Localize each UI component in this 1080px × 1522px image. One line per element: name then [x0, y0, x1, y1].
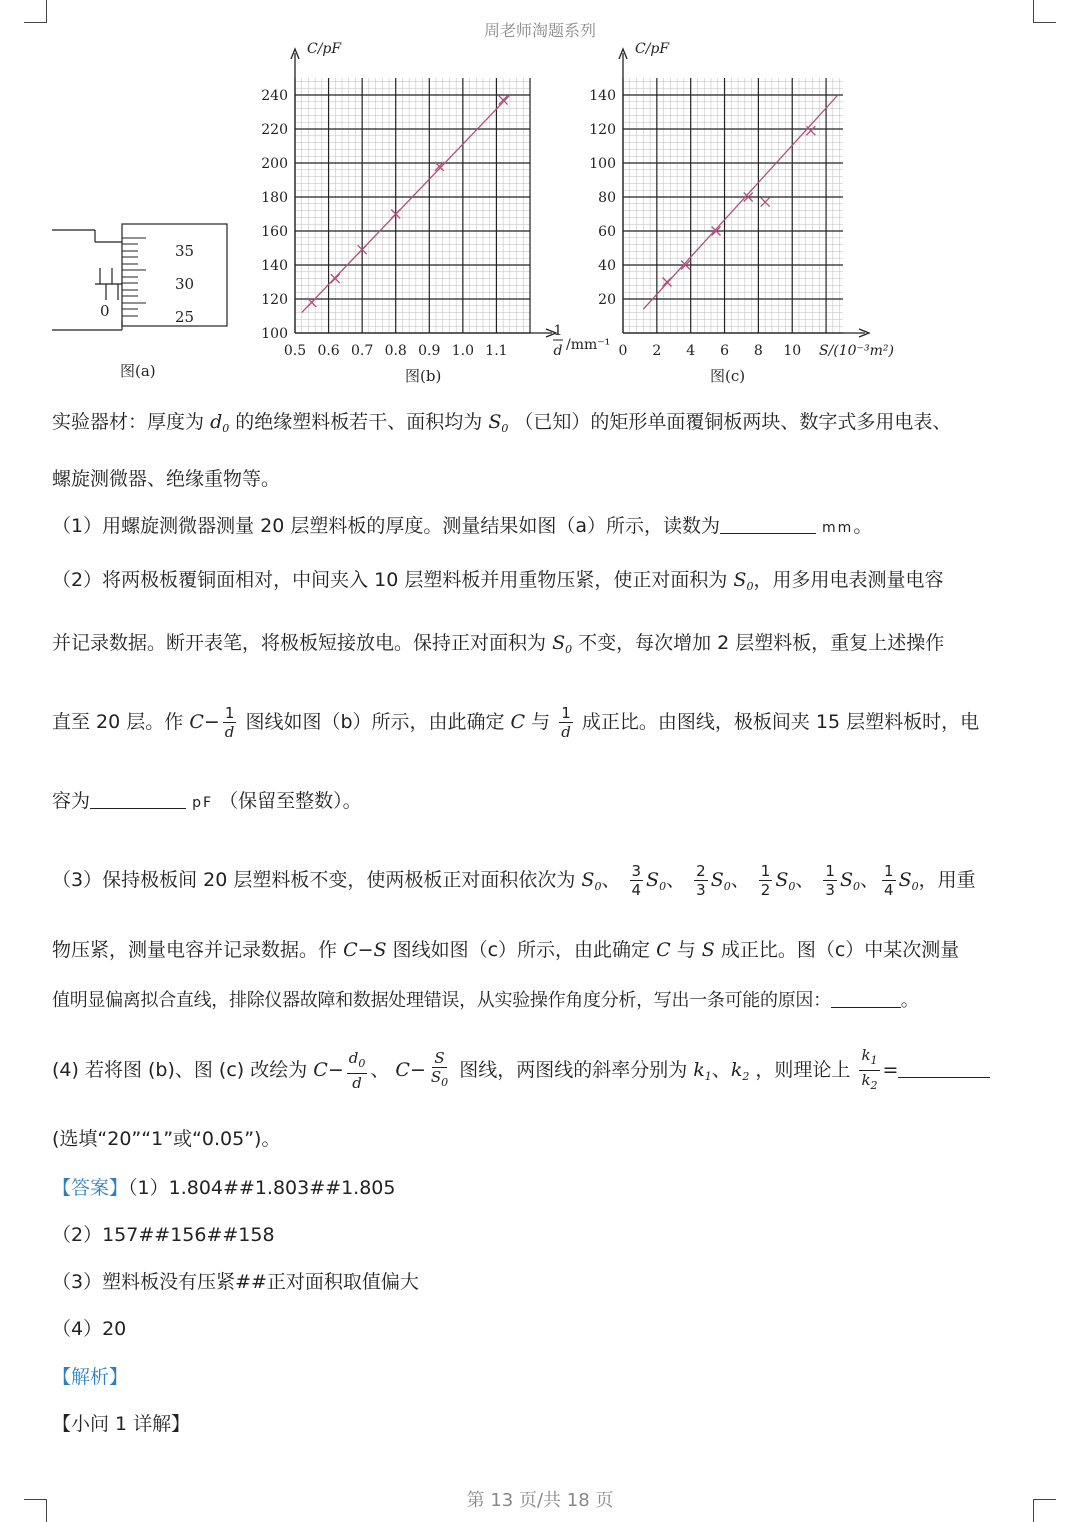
answer-label: 【答案】: [52, 1177, 129, 1199]
materials-text-2: 的绝缘塑料板若干、面积均为: [235, 411, 483, 433]
answer-line-2: （2）157##156##158: [52, 1224, 275, 1246]
answer-blank-4[interactable]: [898, 1059, 990, 1078]
answer-blank-3[interactable]: [831, 989, 901, 1008]
thimble-label-35: 35: [175, 242, 195, 260]
x-tick-label: 1.0: [451, 343, 474, 359]
x-tick-label: 0.6: [317, 343, 340, 359]
fit-line: [643, 95, 838, 309]
answer-blank-2[interactable]: [90, 790, 186, 809]
figure-b-caption: 图(b): [405, 367, 442, 385]
y-tick-label: 80: [598, 190, 616, 206]
question-2-line-3: 直至 20 层。作 C− $\frac{1}{d}$ 图线如图（b）所示，由此确定 C 与 $\frac{1}{d}$ 成正比。由图线，极板间夹 15 层塑料板时，电: [52, 704, 980, 741]
analysis-label: 【解析】: [52, 1366, 129, 1388]
x-tick-label: 4: [686, 343, 696, 359]
grid-major: [295, 78, 530, 333]
question-2-line-4: 容为 pF （保留至整数）。: [52, 790, 362, 812]
figure-a-micrometer: [50, 218, 235, 348]
figure-b-chart: [255, 40, 611, 370]
question-3-line-2: 物压紧，测量电容并记录数据。作 C−S 图线如图（c）所示，由此确定 C 与 S 成正比。图（c）中某次测量: [52, 939, 960, 961]
y-tick-label: 240: [261, 88, 288, 104]
var-S0: $S_0$: [488, 411, 509, 435]
y-axis-label: C/pF: [307, 41, 342, 57]
y-tick-label: 220: [261, 122, 288, 138]
micrometer-zero-label: 0: [100, 302, 110, 320]
x-tick-label: 1.1: [485, 343, 508, 359]
y-tick-label: 120: [261, 292, 288, 308]
data-point: [806, 126, 815, 135]
x-tick-label: 6: [720, 343, 729, 359]
question-2-line-1: （2）将两极板覆铜面相对，中间夹入 10 层塑料板并用重物压紧，使正对面积为 $S_0$，用多用电表测量电容: [52, 569, 944, 593]
x-tick-label: 0.5: [283, 343, 307, 359]
y-tick-label: 200: [261, 156, 288, 172]
question-3-line-3: 值明显偏离拟合直线，排除仪器故障和数据处理错误，从实验操作角度分析，写出一条可能的原因： 。: [52, 990, 919, 1011]
x-axis-label-numerator: 1: [553, 323, 563, 339]
y-tick-label: 100: [589, 156, 616, 172]
materials-line-1: [52, 407, 951, 444]
y-tick-label: 20: [598, 292, 616, 308]
question-4-line-2: (选填“20”“1”或“0.05”)。: [52, 1128, 281, 1150]
materials-line-2: 螺旋测微器、绝缘重物等。: [52, 468, 281, 490]
detail-heading-1: 【小问 1 详解】: [52, 1413, 191, 1435]
x-axis-label-unit: /mm⁻¹: [566, 337, 611, 353]
x-tick-label: 8: [753, 343, 763, 359]
x-tick-label: 2: [652, 343, 662, 359]
y-tick-label: 160: [261, 224, 288, 240]
grid-minor: [295, 78, 530, 333]
answer-line-1: 【答案】（1）1.804##1.803##1.805: [52, 1177, 396, 1199]
question-2-line-2: 并记录数据。断开表笔，将极板短接放电。保持正对面积为 $S_0$ 不变，每次增加 2 层塑料板，重复上述操作: [52, 632, 945, 656]
y-tick-label: 120: [589, 122, 616, 138]
figure-c-caption: 图(c): [710, 367, 746, 385]
y-tick-label: 40: [598, 258, 616, 274]
question-3-line-1: （3）保持极板间 20 层塑料板不变，使两极板正对面积依次为 $S_0$、 $\frac{3}{4}$ $S_0$、 $\frac{2}{3}$ $S_0$、 $\frac{1}{2}$ $S_0$、 $\frac{1}{3}$ $S_0$、 $\frac{1}{4}$ $S_0$，用重: [52, 862, 976, 899]
x-tick-label: 0.9: [418, 343, 441, 359]
figure-c-chart: [589, 40, 894, 370]
thimble-label-30: 30: [175, 275, 195, 293]
x-tick-label: 10: [783, 343, 802, 359]
thimble-label-25: 25: [175, 308, 195, 326]
x-axis-label-denominator: d: [553, 343, 563, 359]
var-d0: $d_0$: [210, 411, 230, 435]
y-tick-label: 140: [589, 88, 616, 104]
fraction-1-over-d: $\frac{1}{d}$: [224, 704, 235, 741]
question-4-line-1: (4) 若将图 (b)、图 (c) 改绘为 C− $\frac{d_0}{d}$ 、 C− $\frac{S}{S_0}$ 图线，两图线的斜率分别为 $k_1$、$k_2$ ，则理论上 $\frac{k_1}{k_2}$ =: [52, 1046, 990, 1094]
y-tick-label: 100: [261, 326, 288, 342]
y-tick-label: 140: [261, 258, 288, 274]
question-1: （1）用螺旋测微器测量 20 层塑料板的厚度。测量结果如图（a）所示，读数为 mm。: [52, 515, 873, 537]
figure-a-caption: 图(a): [120, 362, 156, 380]
answer-blank-1[interactable]: [720, 515, 816, 534]
x-tick-label: 0.7: [351, 343, 374, 359]
page-footer: 第 13 页/共 18 页: [466, 1490, 614, 1511]
answer-line-4: （4）20: [52, 1318, 127, 1340]
materials-text-3: （已知）的矩形单面覆铜板两块、数字式多用电表、: [514, 411, 952, 433]
y-tick-label: 60: [598, 224, 616, 240]
y-axis-label: C/pF: [635, 41, 670, 57]
materials-text-1: 实验器材：厚度为: [52, 411, 205, 433]
x-tick-label: 0.8: [384, 343, 407, 359]
y-tick-label: 180: [261, 190, 288, 206]
x-axis-label: S/(10⁻³m²): [819, 343, 894, 359]
x-tick-label: 0: [618, 343, 628, 359]
page-header: 周老师淘题系列: [483, 21, 596, 40]
answer-line-3: （3）塑料板没有压紧##正对面积取值偏大: [52, 1271, 419, 1293]
